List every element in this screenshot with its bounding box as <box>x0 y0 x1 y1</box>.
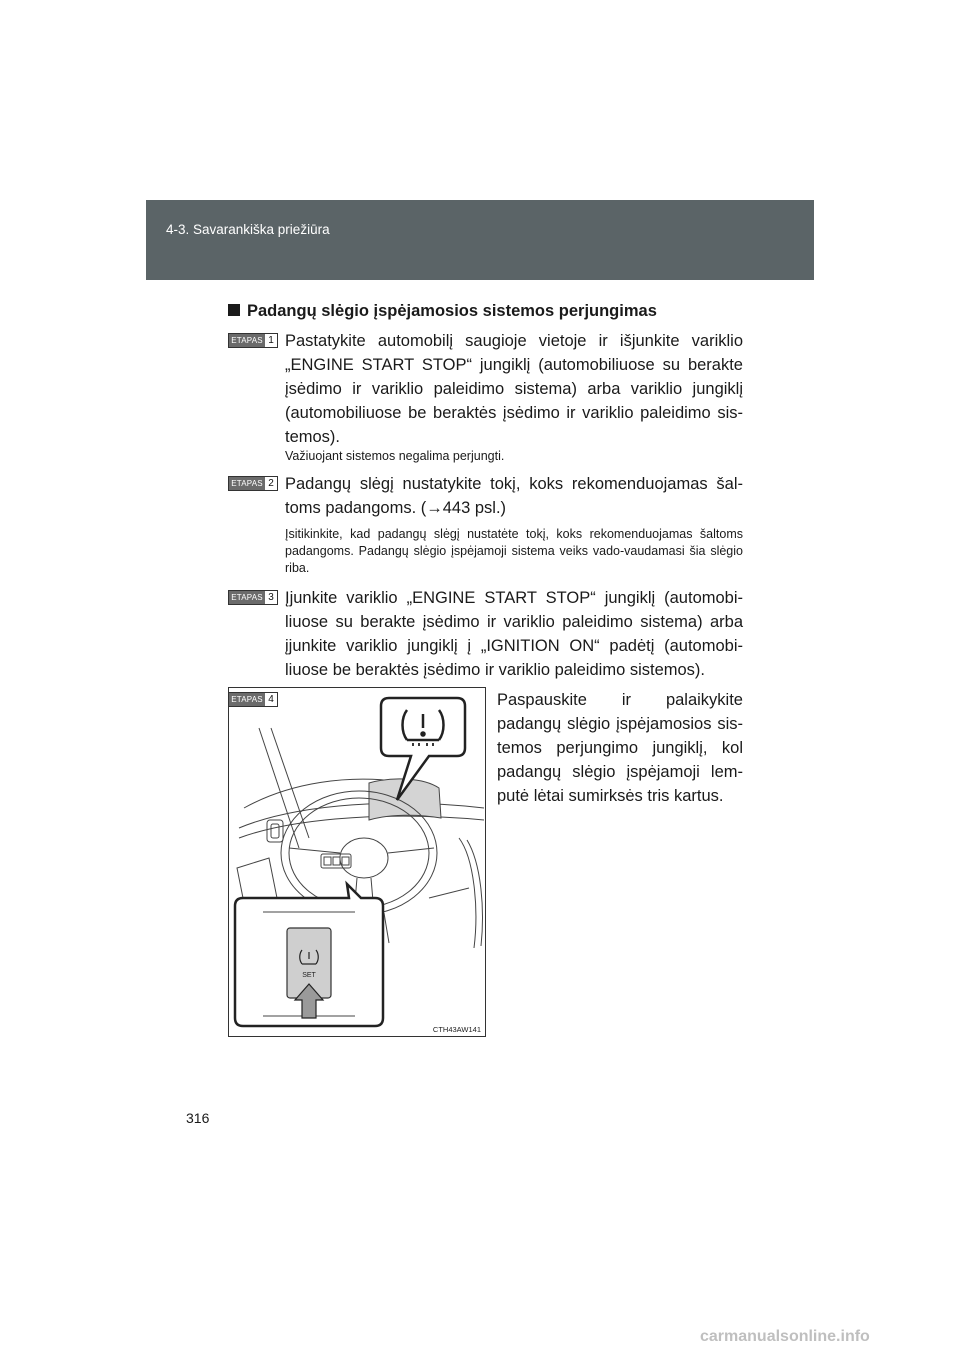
step-badge-word: ETAPAS <box>229 591 265 604</box>
step-badge-word: ETAPAS <box>229 334 265 347</box>
step-badge-4 <box>228 692 278 707</box>
step-badge-number: 2 <box>268 478 274 489</box>
page-number: 316 <box>186 1110 210 1126</box>
step-badge-1 <box>228 333 278 348</box>
step-3-text: Įjunkite variklio „ENGINE START STOP“ jungiklį (automobi-liuose su berakte įsėdimo ir variklio paleidimo sistema) arba įjunkite variklio jungiklį į „IGNITION ON“ padėtį (automobi-liuose be beraktės įsėdimo ir variklio paleidimo sistemos). <box>285 589 743 679</box>
step-badge-word: ETAPAS <box>229 477 265 490</box>
step-1-note: Važiuojant sistemos negalima perjungti. <box>285 449 505 463</box>
step-badge-word: ETAPAS <box>229 693 265 706</box>
step-2-text: Padangų slėgį nustatykite tokį, koks rekomenduojamas šal-toms padangoms. (→443 psl.) <box>285 475 743 517</box>
dashboard-illustration <box>229 688 486 1037</box>
step-4-text: Paspauskite ir palaikykite padangų slėgio įspėjamosios sis-temos perjungimo jungiklį, kol padangų slėgio įspėjamoji lem-putė lėtai sumirksės tris kartus. <box>497 691 743 805</box>
step-badge-number: 3 <box>268 592 274 603</box>
chapter-header <box>146 200 814 280</box>
section-title: 4-3. Savarankiška priežiūra <box>166 222 330 237</box>
watermark-text: carmanualsonline.info <box>700 1328 870 1345</box>
set-button-label: SET <box>302 972 316 979</box>
square-bullet-icon <box>228 304 240 316</box>
step-2-note: Įsitikinkite, kad padangų slėgį nustatėte tokį, koks rekomenduojamas šaltoms padangoms. Padangų slėgio įspėjamoji sistema veiks vado-vaudamasi šia slėgio riba. <box>285 527 743 575</box>
figure-code: CTH43AW141 <box>432 1025 481 1034</box>
section-heading <box>228 302 657 321</box>
step-1-text: Pastatykite automobilį saugioje vietoje ir išjunkite variklio „ENGINE START STOP“ jungiklį (automobiliuose su berakte įsėdimo ir variklio paleidimo sistema) arba variklio jungiklį (automobiliuose be beraktės įsėdimo ir variklio paleidimo sis-temos). <box>285 332 743 446</box>
step-badge-2 <box>228 476 278 491</box>
step-badge-number: 1 <box>268 335 274 346</box>
step-badge-3 <box>228 590 278 605</box>
heading-text: Padangų slėgio įspėjamosios sistemos perjungimas <box>247 302 657 320</box>
step-badge-number: 4 <box>268 694 274 705</box>
illustration-figure <box>228 687 486 1037</box>
